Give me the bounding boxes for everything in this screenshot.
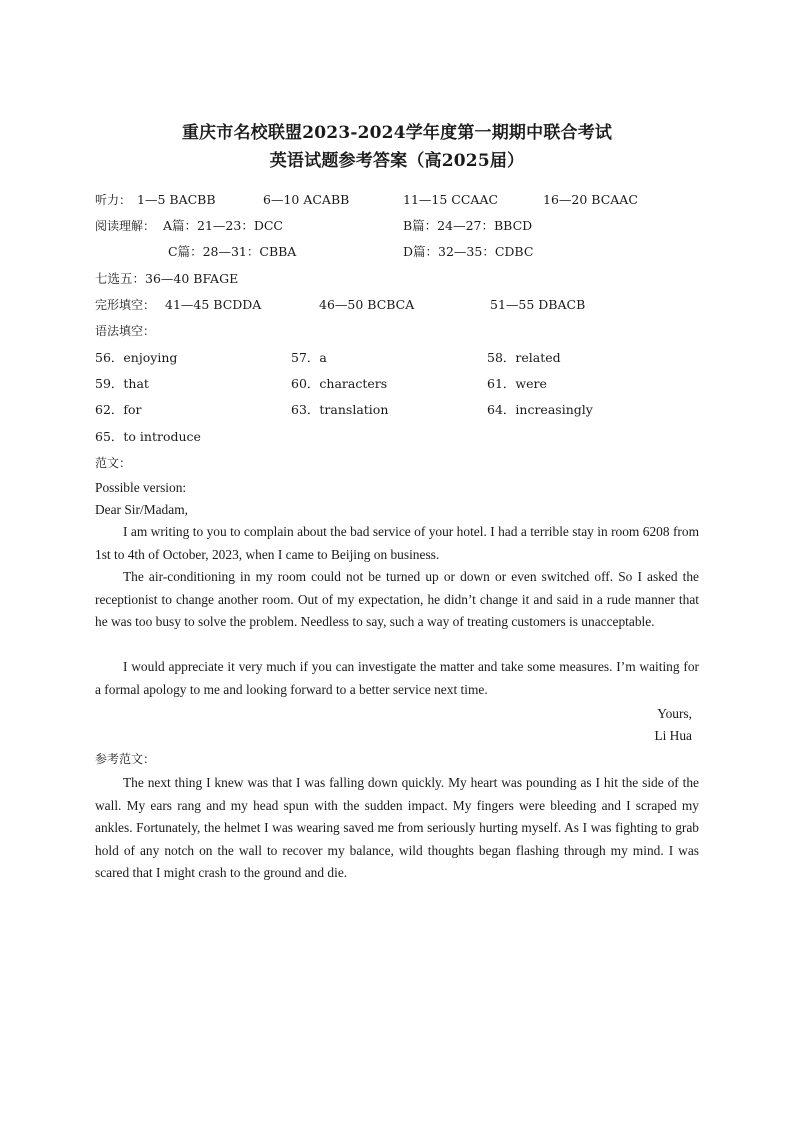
listening-group-1: 1—5 BACBB	[137, 192, 216, 207]
reading-d: D篇：32—35：CDBC	[403, 244, 534, 259]
listening-group-4: 16—20 BCAAC	[543, 192, 638, 207]
cloze-group-1: 41—45 BCDDA	[165, 297, 262, 312]
page-title: 重庆市名校联盟2023-2024学年度第一期期中联合考试	[181, 123, 613, 143]
essay-closing: Yours,	[657, 706, 692, 721]
cloze-group-3: 51—55 DBACB	[490, 297, 586, 312]
essay-possible-version: Possible version:	[95, 480, 187, 495]
essay-paragraph-3: I would appreciate it very much if you can investigate the matter and take some measures. I’m waiting for a formal apology to me and looking forward to a better service next time.	[95, 659, 699, 697]
listening-group-2: 6—10 ACABB	[263, 192, 350, 207]
essay-greeting: Dear Sir/Madam,	[95, 502, 188, 517]
grammar-item-60: 60．characters	[291, 376, 388, 391]
reference-paragraph: The next thing I knew was that I was falling down quickly. My heart was pounding as I hit the side of the wall. My ears rang and my head spun with the sudden impact. My fingers were bleeding and I scraped my ankles. Fortunately, the helmet I was wearing saved me from seriously hurting myself. As I was fighting to grab hold of any notch on the wall to recover my balance, wild thoughts began flashing through my mind. I was scared that I might crash to the ground and die.	[95, 775, 699, 881]
grammar-label: 语法填空：	[95, 324, 156, 338]
cloze-group-2: 46—50 BCBCA	[319, 297, 415, 312]
grammar-item-59: 59．that	[95, 376, 149, 391]
cloze-label: 完形填空：	[95, 298, 156, 312]
grammar-item-63: 63．translation	[291, 402, 389, 417]
page-subtitle: 英语试题参考答案（高2025届）	[269, 151, 525, 171]
reading-a: A篇：21—23：DCC	[163, 218, 283, 233]
reading-b: B篇：24—27：BBCD	[403, 218, 533, 233]
listening-group-3: 11—15 CCAAC	[403, 192, 499, 207]
essay-label: 范文：	[95, 456, 132, 470]
essay-paragraph-2: The air-conditioning in my room could not be turned up or down or even switched off. So I asked the receptionist to change another room. Out of my expectation, he didn’t change it and said in a rude manner that he was too busy to solve the problem. Needless to say, such a way of treating customers is unacceptable.	[95, 569, 699, 630]
grammar-item-64: 64．increasingly	[487, 402, 593, 417]
reading-c: C篇：28—31：CBBA	[168, 244, 297, 259]
reference-label: 参考范文：	[95, 752, 156, 766]
grammar-item-58: 58．related	[487, 350, 561, 365]
grammar-item-61: 61．were	[487, 376, 547, 391]
grammar-item-56: 56．enjoying	[95, 350, 178, 365]
reading-label: 阅读理解：	[95, 219, 156, 233]
grammar-item-62: 62．for	[95, 402, 142, 417]
essay-signature: Li Hua	[654, 728, 692, 743]
grammar-item-57: 57．a	[291, 350, 327, 365]
listening-label: 听力：	[95, 193, 132, 207]
grammar-item-65: 65．to introduce	[95, 429, 201, 444]
seven-choose-five: 七选五：36—40 BFAGE	[95, 271, 239, 286]
essay-paragraph-1: I am writing to you to complain about the bad service of your hotel. I had a terrible stay in room 6208 from 1st to 4th of October, 2023, when I came to Beijing on business.	[95, 524, 699, 562]
